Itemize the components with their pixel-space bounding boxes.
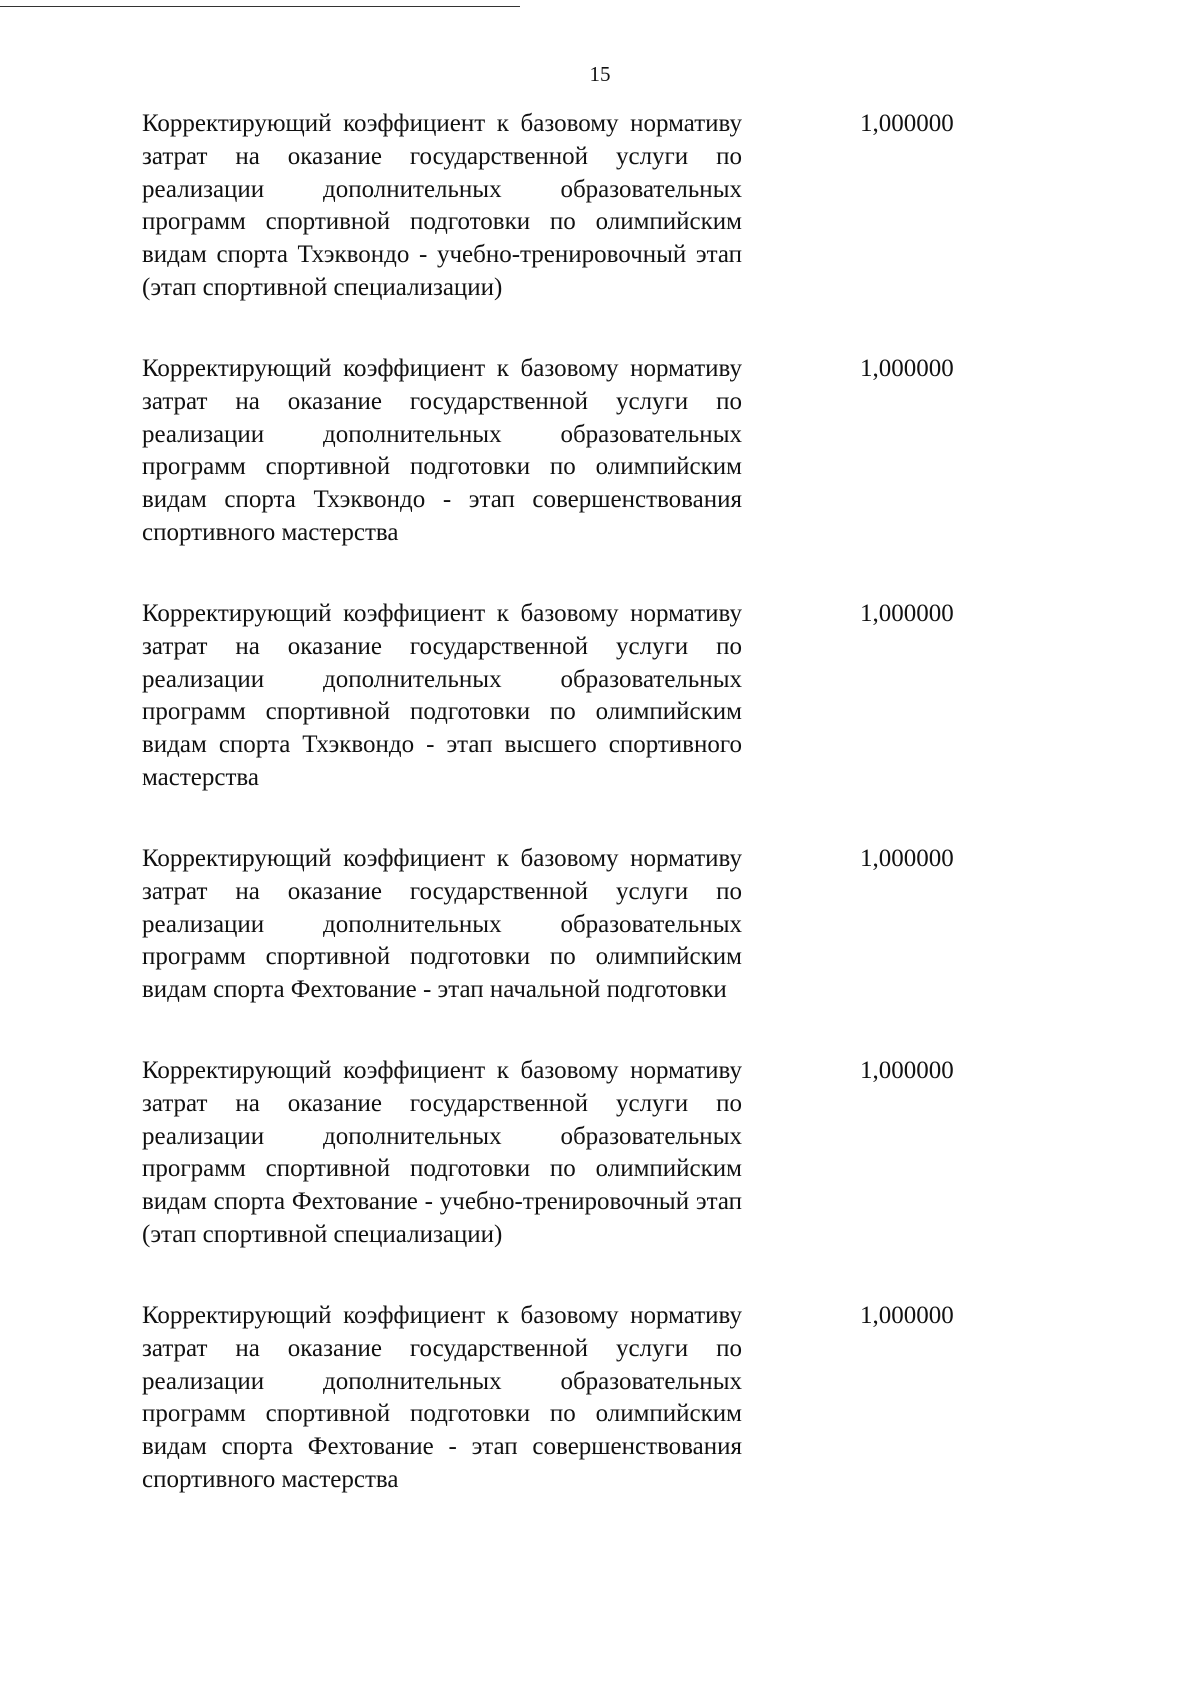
- coefficient-value: 1,000000: [860, 1057, 954, 1084]
- coefficient-entry: [0, 598, 1200, 843]
- coefficient-description: Корректирующий коэффициент к базовому нормативу затрат на оказание государственной услуги по реализации дополнительных образовательных программ спортивной подготовки по олимпийским видам спорта Тхэквондо - этап совершенствования спортивного мастерства: [142, 355, 742, 546]
- coefficient-value: 1,000000: [860, 355, 954, 382]
- coefficient-description: Корректирующий коэффициент к базовому нормативу затрат на оказание государственной услуги по реализации дополнительных образовательных программ спортивной подготовки по олимпийским видам спорта Фехтование - этап совершенствования спортивного мастерства: [142, 1302, 742, 1493]
- coefficient-value: 1,000000: [860, 845, 954, 872]
- coefficient-description: Корректирующий коэффициент к базовому нормативу затрат на оказание государственной услуги по реализации дополнительных образовательных программ спортивной подготовки по олимпийским видам спорта Тхэквондо - этап высшего спортивного мастерства: [142, 600, 742, 791]
- coefficient-list: [0, 108, 1200, 1545]
- coefficient-entry: [0, 1300, 1200, 1545]
- coefficient-entry: [0, 843, 1200, 1055]
- coefficient-description: Корректирующий коэффициент к базовому нормативу затрат на оказание государственной услуги по реализации дополнительных образовательных программ спортивной подготовки по олимпийским видам спорта Фехтование - этап начальной подготовки: [142, 845, 742, 1004]
- top-rule: [0, 6, 520, 7]
- coefficient-value: 1,000000: [860, 600, 954, 627]
- coefficient-entry: [0, 108, 1200, 353]
- coefficient-value: 1,000000: [860, 1302, 954, 1329]
- coefficient-entry: [0, 353, 1200, 598]
- coefficient-description: Корректирующий коэффициент к базовому нормативу затрат на оказание государственной услуги по реализации дополнительных образовательных программ спортивной подготовки по олимпийским видам спорта Фехтование - учебно-тренировочный этап (этап спортивной специализации): [142, 1057, 742, 1248]
- coefficient-description: Корректирующий коэффициент к базовому нормативу затрат на оказание государственной услуги по реализации дополнительных образовательных программ спортивной подготовки по олимпийским видам спорта Тхэквондо - учебно-тренировочный этап (этап спортивной специализации): [142, 110, 742, 301]
- coefficient-entry: [0, 1055, 1200, 1300]
- page-number: 15: [589, 62, 611, 86]
- coefficient-value: 1,000000: [860, 110, 954, 137]
